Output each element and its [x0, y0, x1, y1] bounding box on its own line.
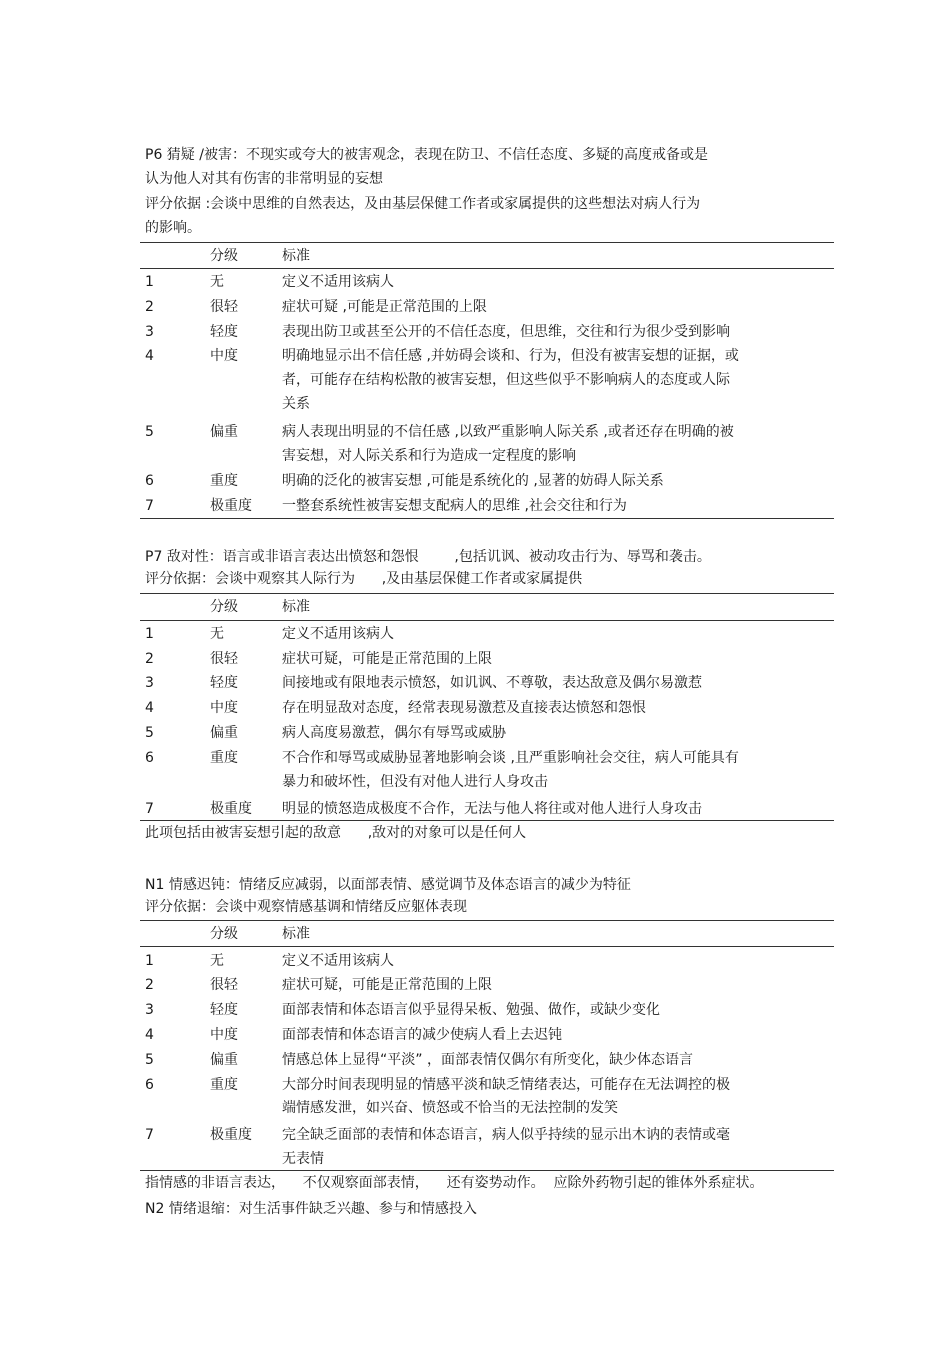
row-number: 4: [145, 1027, 154, 1043]
table-bottom-rule: [140, 518, 834, 519]
row-criteria-cont: 者，可能存在结构松散的被害妄想，但这些似乎不影响病人的态度或人际: [282, 372, 730, 388]
row-grade: 很轻: [210, 299, 238, 315]
row-criteria-cont: 端情感发泄，如兴奋、愤怒或不恰当的无法控制的发笑: [282, 1100, 618, 1116]
row-number: 6: [145, 1077, 154, 1093]
table-bottom-rule: [140, 1170, 834, 1171]
section-note: 指情感的非语言表达， 不仅观察面部表情， 还有姿势动作。 应除外药物引起的锥体外系症状。: [145, 1175, 764, 1191]
section-title-cont: 认为他人对其有伤害的非常明显的妄想: [145, 171, 383, 187]
section-title: N1 情感迟钝：情绪反应减弱，以面部表情、感觉调节及体态语言的减少为特征: [145, 877, 631, 893]
row-grade: 轻度: [210, 324, 238, 340]
header-grade: 分级: [210, 248, 238, 264]
row-criteria: 症状可疑，可能是正常范围的上限: [282, 977, 492, 993]
row-criteria-cont: 暴力和破坏性，但没有对他人进行人身攻击: [282, 774, 548, 790]
rating-basis: 评分依据 :会谈中思维的自然表达，及由基层保健工作者或家属提供的这些想法对病人行为: [145, 196, 701, 212]
row-grade: 轻度: [210, 675, 238, 691]
row-criteria: 症状可疑，可能是正常范围的上限: [282, 651, 492, 667]
row-number: 5: [145, 424, 154, 440]
row-number: 7: [145, 1127, 154, 1143]
row-criteria: 大部分时间表现明显的情感平淡和缺乏情绪表达，可能存在无法调控的极: [282, 1077, 730, 1093]
row-grade: 重度: [210, 1077, 238, 1093]
row-grade: 重度: [210, 750, 238, 766]
table-bottom-rule: [140, 820, 834, 821]
row-number: 3: [145, 324, 154, 340]
row-criteria: 不合作和辱骂或威胁显著地影响会谈 ,且严重影响社会交往，病人可能具有: [282, 750, 739, 766]
row-criteria-cont: 害妄想，对人际关系和行为造成一定程度的影响: [282, 448, 576, 464]
row-criteria: 明确地显示出不信任感 ,并妨碍会谈和、行为，但没有被害妄想的证据，或: [282, 348, 739, 364]
row-grade: 偏重: [210, 424, 238, 440]
row-criteria: 病人表现出明显的不信任感 ,以致严重影响人际关系 ,或者还存在明确的被: [282, 424, 734, 440]
rating-basis-cont: 的影响。: [145, 220, 201, 236]
rating-basis: 评分依据：会谈中观察其人际行为 ,及由基层保健工作者或家属提供: [145, 571, 583, 587]
row-grade: 极重度: [210, 1127, 252, 1143]
row-criteria: 面部表情和体态语言的减少使病人看上去迟钝: [282, 1027, 562, 1043]
row-criteria: 间接地或有限地表示愤怒，如讥讽、不尊敬，表达敌意及偶尔易激惹: [282, 675, 702, 691]
row-grade: 很轻: [210, 651, 238, 667]
row-number: 6: [145, 750, 154, 766]
row-number: 2: [145, 651, 154, 667]
row-number: 2: [145, 299, 154, 315]
row-criteria: 存在明显敌对态度，经常表现易激惹及直接表达愤怒和怨恨: [282, 700, 646, 716]
table-top-rule: [140, 920, 834, 921]
table-top-rule: [140, 242, 834, 243]
section-note: 此项包括由被害妄想引起的敌意 ,敌对的对象可以是任何人: [145, 825, 527, 841]
row-number: 1: [145, 274, 154, 290]
row-criteria-cont: 无表情: [282, 1151, 324, 1167]
row-grade: 轻度: [210, 1002, 238, 1018]
row-criteria-cont: 关系: [282, 396, 310, 412]
row-grade: 偏重: [210, 1052, 238, 1068]
row-criteria: 表现出防卫或甚至公开的不信任态度，但思维，交往和行为很少受到影响: [282, 324, 730, 340]
row-criteria: 一整套系统性被害妄想支配病人的思维 ,社会交往和行为: [282, 498, 627, 514]
row-number: 3: [145, 1002, 154, 1018]
row-criteria: 定义不适用该病人: [282, 953, 394, 969]
row-grade: 极重度: [210, 498, 252, 514]
section-title: P7 敌对性：语言或非语言表达出愤怒和怨恨 ,包括讥讽、被动攻击行为、辱骂和袭击。: [145, 549, 711, 565]
row-grade: 中度: [210, 700, 238, 716]
row-number: 7: [145, 498, 154, 514]
row-number: 1: [145, 626, 154, 642]
row-criteria: 症状可疑 ,可能是正常范围的上限: [282, 299, 487, 315]
row-criteria: 面部表情和体态语言似乎显得呆板、勉强、做作，或缺少变化: [282, 1002, 660, 1018]
row-grade: 偏重: [210, 725, 238, 741]
row-grade: 无: [210, 953, 224, 969]
row-criteria: 定义不适用该病人: [282, 626, 394, 642]
row-criteria: 明显的愤怒造成极度不合作，无法与他人将往或对他人进行人身攻击: [282, 801, 702, 817]
row-criteria: 情感总体上显得“平淡” ，面部表情仅偶尔有所变化，缺少体态语言: [282, 1052, 693, 1068]
row-number: 1: [145, 953, 154, 969]
next-section-title: N2 情绪退缩：对生活事件缺乏兴趣、参与和情感投入: [145, 1201, 477, 1217]
header-rule: [140, 946, 834, 947]
row-grade: 中度: [210, 1027, 238, 1043]
row-number: 3: [145, 675, 154, 691]
row-number: 5: [145, 725, 154, 741]
rating-basis: 评分依据：会谈中观察情感基调和情绪反应躯体表现: [145, 899, 467, 915]
row-number: 4: [145, 700, 154, 716]
row-criteria: 病人高度易激惹，偶尔有辱骂或威胁: [282, 725, 506, 741]
header-rule: [140, 620, 834, 621]
row-number: 7: [145, 801, 154, 817]
header-rule: [140, 268, 834, 269]
row-grade: 极重度: [210, 801, 252, 817]
row-number: 2: [145, 977, 154, 993]
row-criteria: 完全缺乏面部的表情和体态语言，病人似乎持续的显示出木讷的表情或毫: [282, 1127, 730, 1143]
row-number: 6: [145, 473, 154, 489]
row-criteria: 定义不适用该病人: [282, 274, 394, 290]
header-criteria: 标准: [282, 248, 310, 264]
row-criteria: 明确的泛化的被害妄想 ,可能是系统化的 ,显著的妨碍人际关系: [282, 473, 664, 489]
header-criteria: 标准: [282, 599, 310, 615]
header-grade: 分级: [210, 926, 238, 942]
section-title: P6 猜疑 /被害：不现实或夸大的被害观念，表现在防卫、不信任态度、多疑的高度戒备或是: [145, 147, 708, 163]
row-grade: 无: [210, 626, 224, 642]
row-number: 5: [145, 1052, 154, 1068]
table-top-rule: [140, 593, 834, 594]
row-grade: 重度: [210, 473, 238, 489]
row-number: 4: [145, 348, 154, 364]
header-criteria: 标准: [282, 926, 310, 942]
header-grade: 分级: [210, 599, 238, 615]
row-grade: 无: [210, 274, 224, 290]
row-grade: 中度: [210, 348, 238, 364]
row-grade: 很轻: [210, 977, 238, 993]
